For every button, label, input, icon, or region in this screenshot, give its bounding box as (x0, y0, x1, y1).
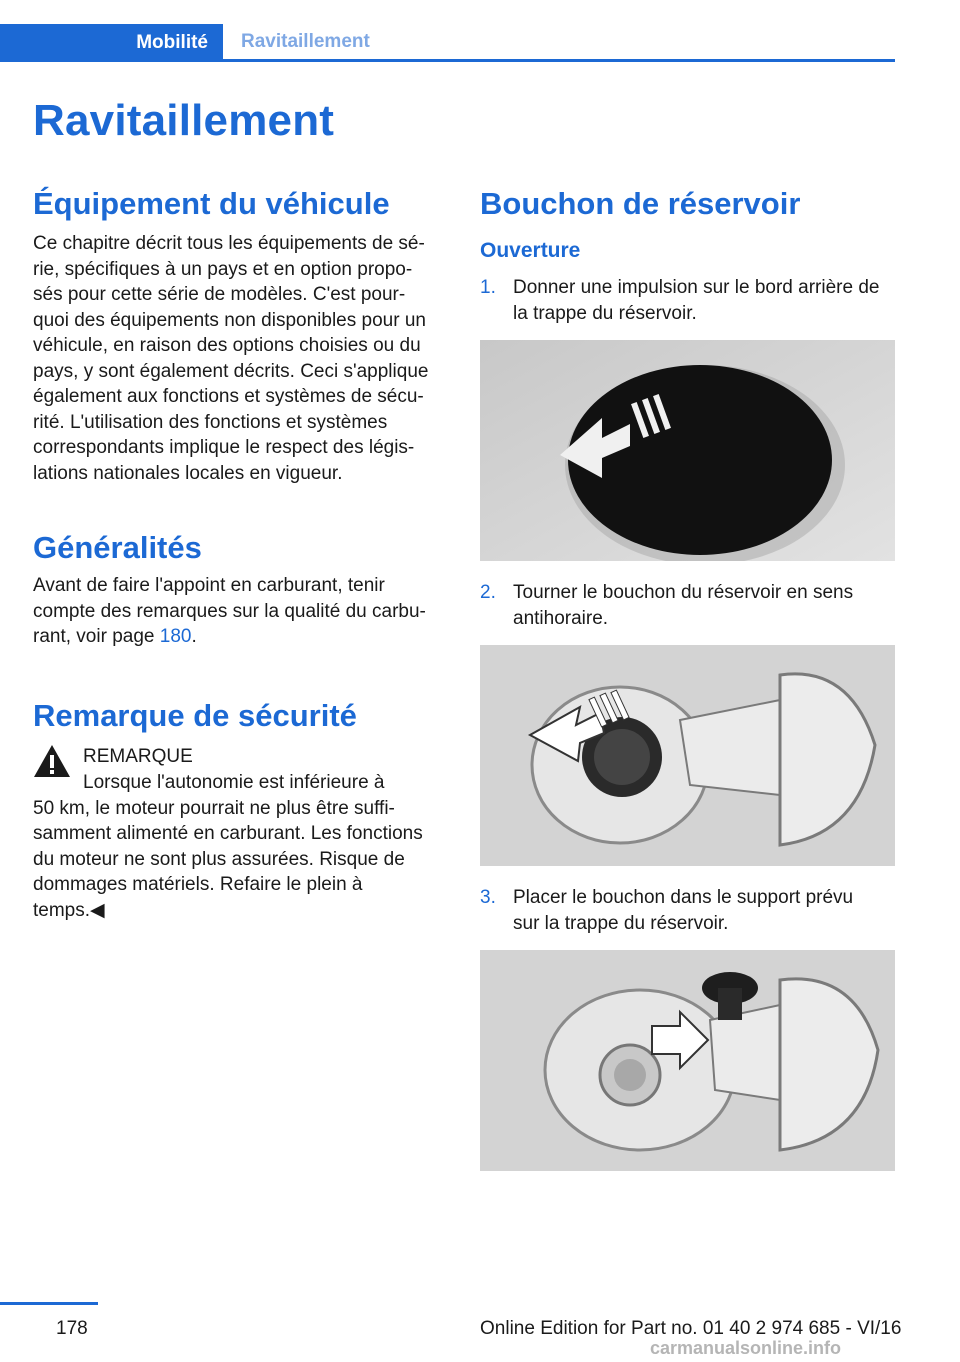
step-line: sur la trappe du réservoir. (513, 912, 729, 934)
header-rule (0, 59, 895, 62)
equipment-line: correspondants implique le respect des légis‐ (33, 437, 415, 458)
general-text-end: . (191, 626, 197, 647)
general-body (33, 573, 453, 650)
safety-first-line-wrap (33, 770, 453, 796)
equipment-heading: Équipement du véhicule (33, 186, 390, 221)
photo-cap-turn (480, 645, 895, 866)
photo-fuel-flap-push (480, 340, 895, 561)
fuel-cap-heading: Bouchon de réservoir (480, 186, 801, 221)
step-number: 1. (480, 277, 496, 298)
general-line-last (33, 624, 453, 650)
section-general (33, 530, 453, 650)
page-reference-link[interactable]: 180 (159, 626, 192, 647)
photo-cap-holder (480, 950, 895, 1171)
safety-line: dommages matériels. Refaire le plein à (33, 874, 363, 895)
page-title: Ravitaillement (33, 96, 335, 145)
watermark: carmanualsonline.info (650, 1338, 842, 1358)
step-line: Tourner le bouchon du réservoir en sens (513, 582, 854, 603)
step-line: Donner une impulsion sur le bord arrière de (513, 277, 880, 298)
safety-line: samment alimenté en carburant. Les fonctions (33, 823, 423, 844)
header-tabs (0, 24, 895, 62)
equipment-body (33, 231, 453, 486)
footer-rule (0, 1302, 98, 1305)
general-line: Avant de faire l'appoint en carburant, tenir (33, 575, 385, 596)
tab-mobilite[interactable]: Mobilité (0, 24, 223, 62)
general-line: compte des remarques sur la qualité du carbu‐ (33, 600, 426, 622)
step-text (513, 885, 901, 936)
equipment-line: véhicule, en raison des options choisies ou du (33, 335, 421, 356)
warning-row (33, 744, 453, 770)
section-safety (33, 698, 453, 923)
safety-line: du moteur ne sont plus assurées. Risque de (33, 848, 405, 870)
step-line: Placer le bouchon dans le support prévu (513, 887, 854, 908)
step-text (513, 580, 901, 631)
equipment-line: pays, y sont également décrits. Ceci s'applique (33, 360, 429, 382)
warning-triangle-icon (33, 744, 71, 778)
equipment-line: rie, spécifiques à un pays et en option propo‐ (33, 258, 413, 280)
step-number: 2. (480, 582, 496, 603)
equipment-line: rité. L'utilisation des fonctions et systèmes (33, 411, 388, 433)
warning-label: REMARQUE (83, 746, 193, 767)
general-text: rant, voir page (33, 626, 160, 647)
equipment-line: également aux fonctions et systèmes de sécu‐ (33, 386, 424, 407)
section-fuel-cap (480, 186, 900, 263)
safety-line: 50 km, le moteur pourrait ne plus être suffi‐ (33, 797, 395, 819)
equipment-line: lations nationales locales en vigueur. (33, 462, 343, 484)
step-text (513, 275, 901, 326)
safety-heading: Remarque de sécurité (33, 698, 357, 733)
equipment-line: sés pour cette série de modèles. C'est pour‐ (33, 284, 406, 305)
step-line: la trappe du réservoir. (513, 302, 697, 324)
section-equipment (33, 186, 453, 486)
step-line: antihoraire. (513, 607, 609, 629)
equipment-line: quoi des équipements non disponibles pour un (33, 309, 426, 331)
opening-subheading: Ouverture (480, 239, 581, 262)
safety-line: temps.◀ (33, 899, 105, 921)
page-number: 178 (56, 1318, 88, 1339)
step-number: 3. (480, 887, 496, 908)
general-heading: Généralités (33, 530, 202, 565)
edition-text: Online Edition for Part no. 01 40 2 974 685 - VI/16 (480, 1318, 902, 1339)
tab-ravitaillement[interactable]: Ravitaillement (241, 30, 370, 52)
safety-line: Lorsque l'autonomie est inférieure à (83, 772, 385, 793)
equipment-line: Ce chapitre décrit tous les équipements de sé‐ (33, 233, 425, 254)
